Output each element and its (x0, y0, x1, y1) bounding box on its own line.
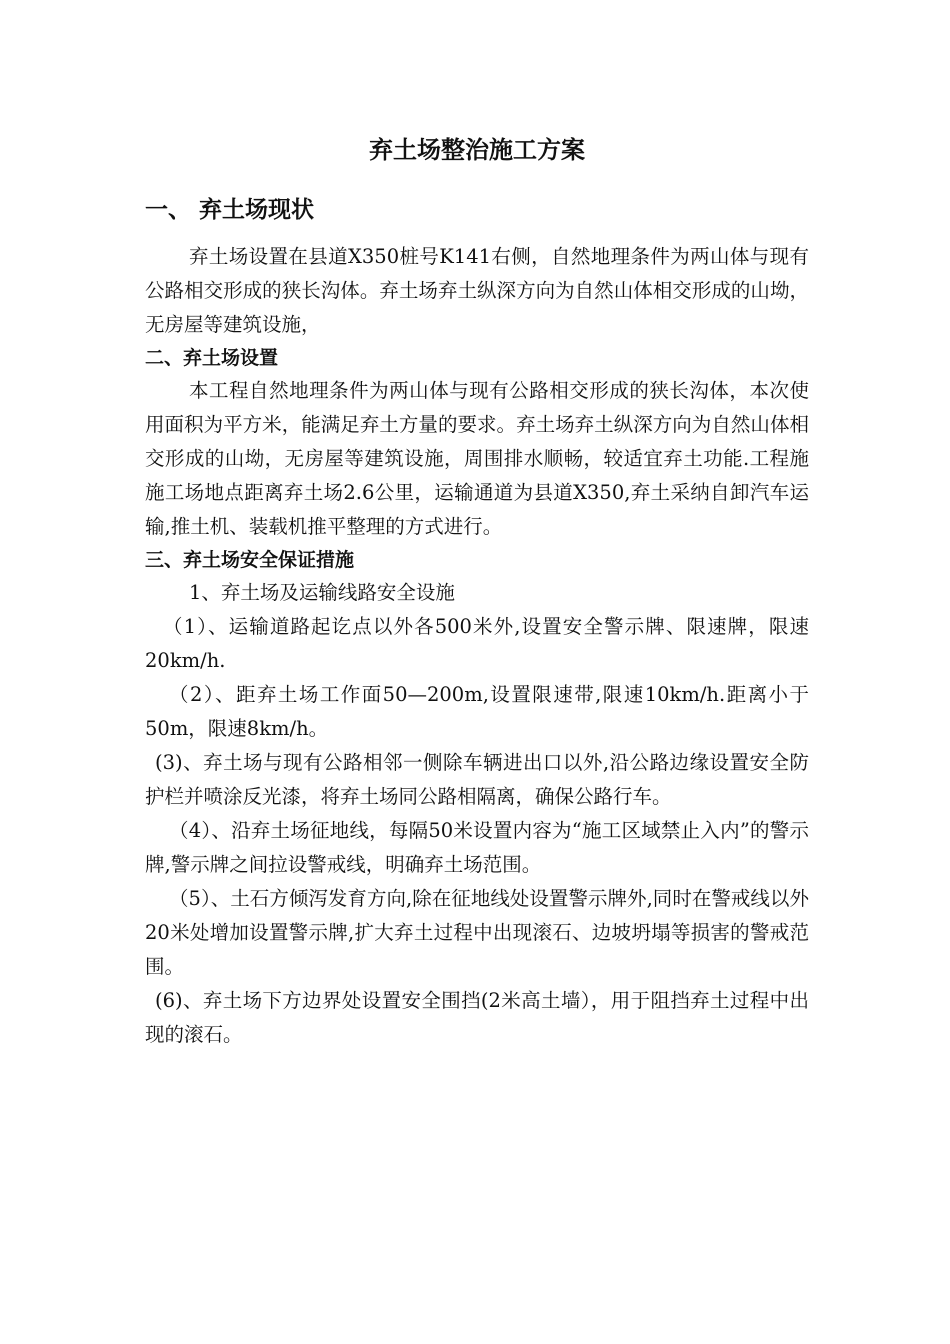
document-title: 弃土场整治施工方案 (369, 136, 585, 164)
safety-item-6: (6)、弃土场下方边界处设置安全围挡(2米高土墙），用于阻挡弃土过程中出现的滚石。 (145, 989, 809, 1046)
safety-item-4: （4）、沿弃土场征地线，每隔50米设置内容为“施工区域禁止入内”的警示牌,警示牌之间拉设警戒线，明确弃土场范围。 (145, 819, 809, 876)
safety-item-5: （5）、土石方倾泻发育方向,除在征地线处设置警示牌外,同时在警戒线以外20米处增加设置警示牌,扩大弃土过程中出现滚石、边坡坍塌等损害的警戒范围。 (145, 887, 809, 978)
safety-item-1: （1）、运输道路起讫点以外各500米外,设置安全警示牌、限速牌，限速20km/h. (145, 615, 809, 672)
document-page (145, 130, 809, 1052)
section-heading-safety: 三、弃土场安全保证措施 (145, 549, 355, 571)
section-heading-setup: 二、弃土场设置 (145, 347, 279, 369)
safety-item-2: （2）、距弃土场工作面50—200m,设置限速带,限速10km/h.距离小于50m，限速8km/h。 (145, 683, 809, 740)
section-heading-status: 一、 弃土场现状 (145, 197, 315, 223)
paragraph-setup: 本工程自然地理条件为两山体与现有公路相交形成的狭长沟体，本次使用面积为平方米，能满足弃土方量的要求。弃土场弃土纵深方向为自然山体相交形成的山坳，无房屋等建筑设施，周围排水顺畅，较适宜弃土功能.工程施施工场地点距离弃土场2.6公里，运输通道为县道X350,弃土采纳自卸汽车运输,推土机、装载机推平整理的方式进行。 (145, 379, 809, 538)
subheading-safety-facilities: 1、弃土场及运输线路安全设施 (189, 581, 455, 604)
paragraph-status: 弃土场设置在县道X350桩号K141右侧，自然地理条件为两山体与现有公路相交形成的狭长沟体。弃土场弃土纵深方向为自然山体相交形成的山坳，无房屋等建筑设施， (145, 245, 809, 336)
safety-item-3: (3)、弃土场与现有公路相邻一侧除车辆进出口以外,沿公路边缘设置安全防护栏并喷涂反光漆，将弃土场同公路相隔离，确保公路行车。 (145, 751, 809, 808)
